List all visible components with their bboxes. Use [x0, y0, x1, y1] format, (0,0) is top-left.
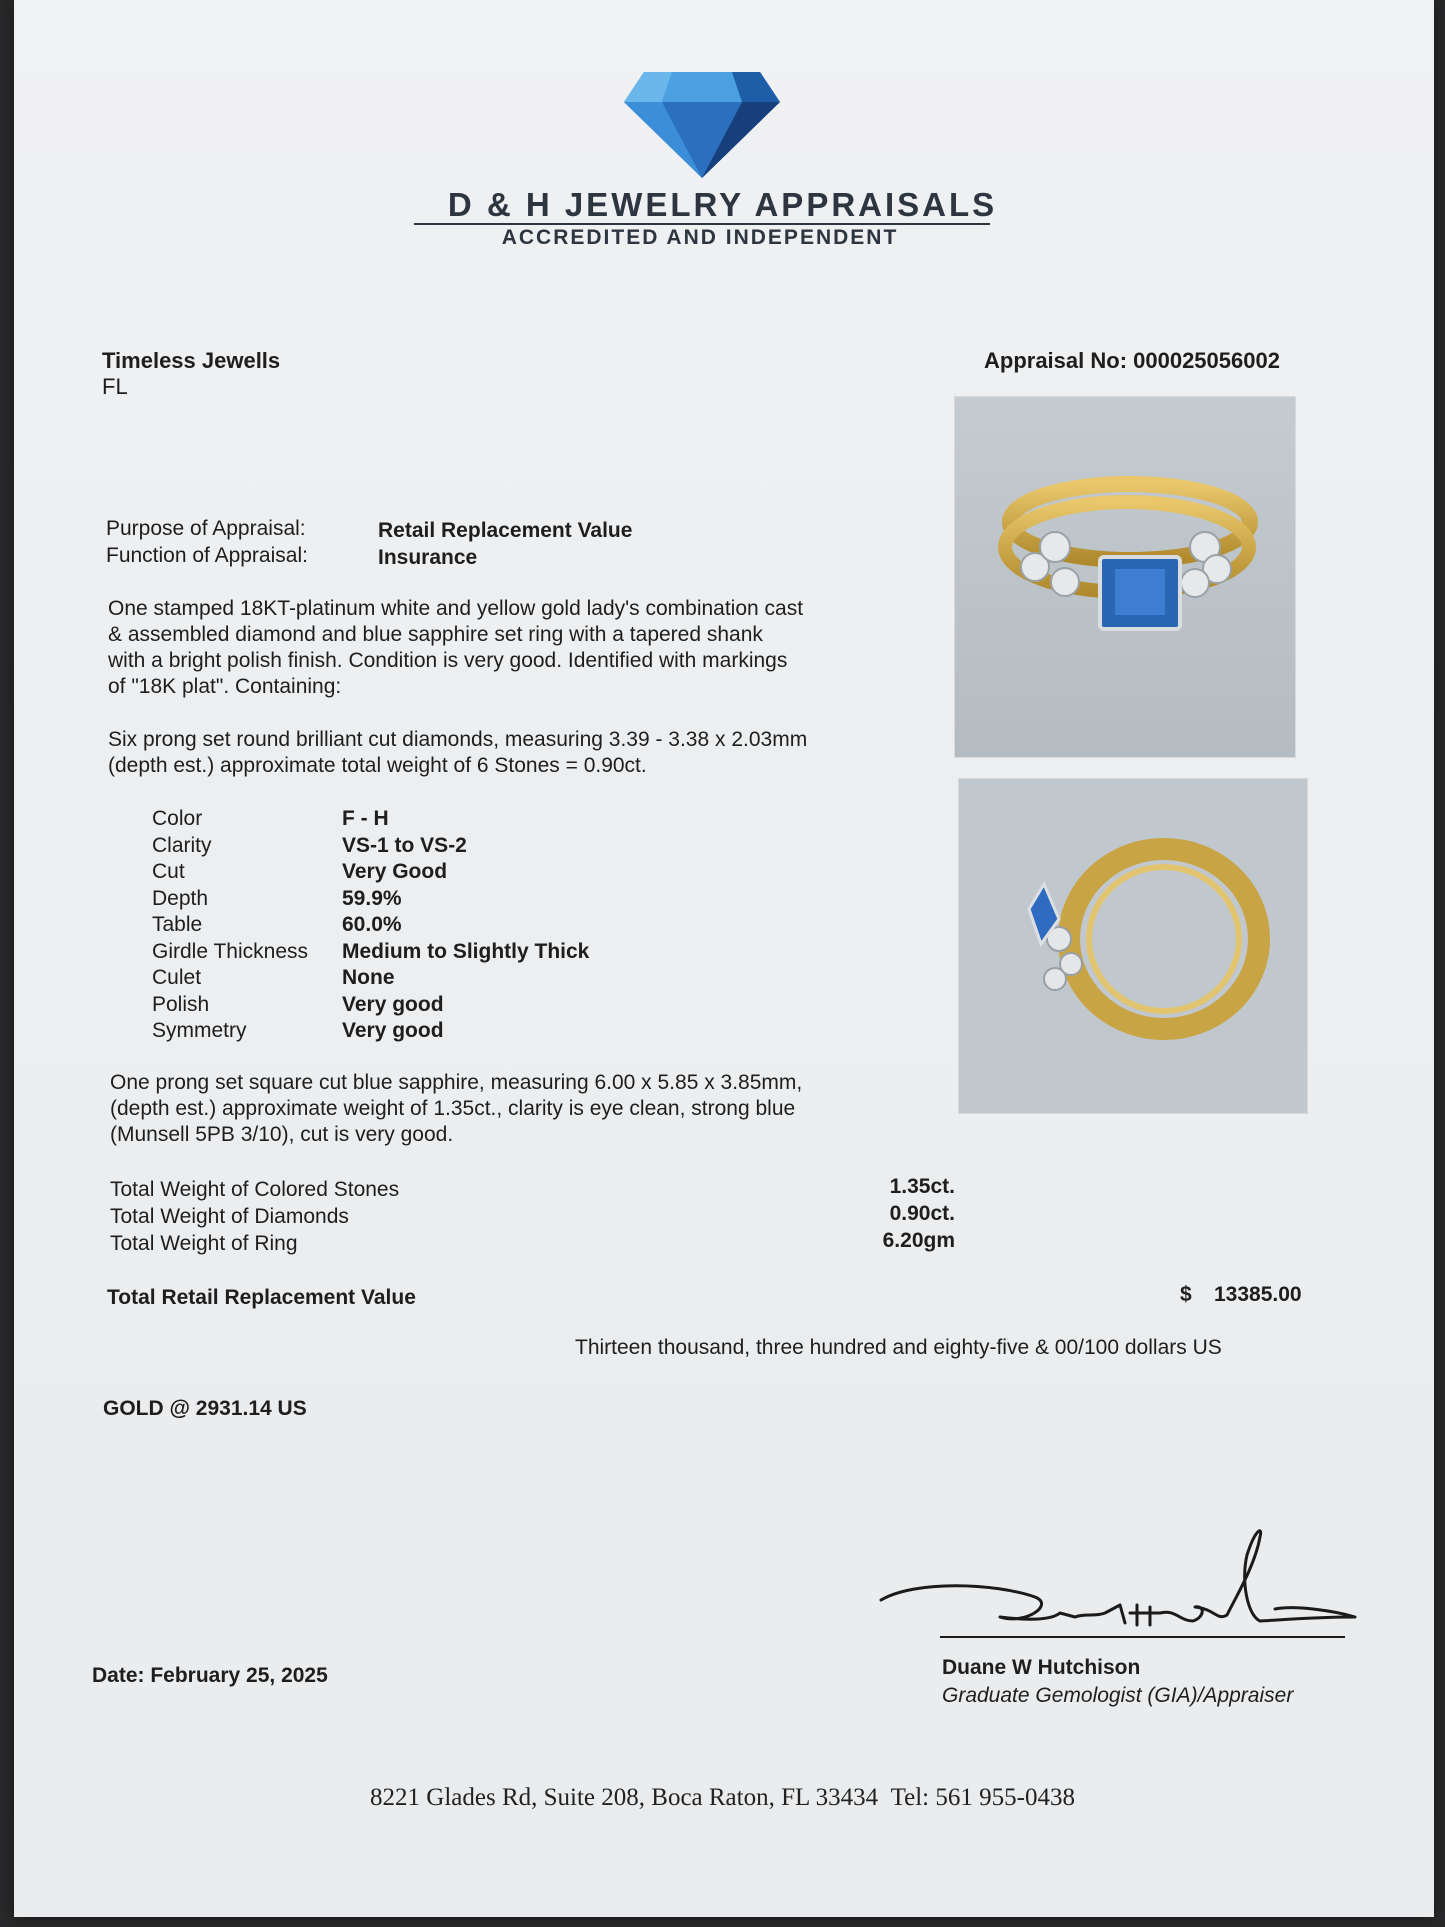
ring-photo-front: [954, 396, 1296, 758]
spec-label: Culet: [152, 966, 202, 989]
brand-divider: [414, 223, 990, 225]
total-value-label: Total Retail Replacement Value: [107, 1286, 416, 1309]
footer-address: 8221 Glades Rd, Suite 208, Boca Raton, FL 33434: [370, 1784, 879, 1811]
purpose-label: Purpose of Appraisal:: [106, 517, 306, 540]
purpose-value: Retail Replacement Value: [378, 519, 633, 542]
total-value: 1.35ct.: [889, 1175, 955, 1198]
spec-label: Polish: [152, 993, 210, 1016]
total-label: Total Weight of Ring: [110, 1232, 298, 1255]
appraiser-title: Graduate Gemologist (GIA)/Appraiser: [942, 1684, 1294, 1707]
appraiser-name: Duane W Hutchison: [942, 1656, 1141, 1679]
total-label: Total Weight of Diamonds: [110, 1205, 349, 1228]
spec-row: [152, 913, 402, 937]
total-value-amount: 13385.00: [1214, 1283, 1302, 1306]
currency-symbol: $: [1180, 1283, 1192, 1306]
signature-image: [875, 1525, 1360, 1645]
spec-value: 59.9%: [342, 887, 402, 910]
spec-row: [152, 993, 444, 1017]
spec-row: [152, 966, 395, 990]
spec-label: Color: [152, 807, 203, 830]
spec-value: Very good: [342, 993, 444, 1016]
diamonds-description-line: (depth est.) approximate total weight of 6 Stones = 0.90ct.: [108, 754, 647, 777]
spec-label: Table: [152, 913, 203, 936]
gold-price: GOLD @ 2931.14 US: [103, 1397, 307, 1420]
spec-value: None: [342, 966, 395, 989]
sapphire-description-line: One prong set square cut blue sapphire, measuring 6.00 x 5.85 x 3.85mm,: [110, 1071, 803, 1094]
spec-row: [152, 887, 402, 911]
client-state: FL: [102, 374, 128, 399]
spec-row: [152, 834, 467, 858]
total-value: 0.90ct.: [889, 1202, 955, 1225]
spec-row: [152, 860, 447, 884]
spec-label: Depth: [152, 887, 209, 910]
value-in-words: Thirteen thousand, three hundred and eighty-five & 00/100 dollars US: [575, 1336, 1222, 1359]
spec-value: Medium to Slightly Thick: [342, 940, 590, 963]
spec-value: Very good: [342, 1019, 444, 1042]
description-line: & assembled diamond and blue sapphire set ring with a tapered shank: [108, 623, 763, 646]
footer-phone: Tel: 561 955-0438: [890, 1784, 1075, 1811]
spec-label: Girdle Thickness: [152, 940, 309, 963]
spec-row: [152, 1019, 444, 1043]
total-value: 6.20gm: [882, 1229, 955, 1252]
spec-value: VS-1 to VS-2: [342, 834, 467, 857]
blue-diamond-icon: [622, 70, 782, 180]
total-label: Total Weight of Colored Stones: [110, 1178, 400, 1201]
spec-value: F - H: [342, 807, 389, 830]
sapphire-description-line: (Munsell 5PB 3/10), cut is very good.: [110, 1123, 454, 1146]
function-label: Function of Appraisal:: [106, 544, 308, 567]
company-name: D & H JEWELRY APPRAISALS: [447, 186, 998, 223]
appraisal-number: Appraisal No: 000025056002: [984, 348, 1280, 373]
sapphire-description-line: (depth est.) approximate weight of 1.35ct., clarity is eye clean, strong blue: [110, 1097, 796, 1120]
spec-label: Symmetry: [152, 1019, 247, 1042]
spec-row: [152, 940, 589, 964]
function-value: Insurance: [378, 546, 478, 569]
ring-photo-side: [958, 778, 1308, 1114]
spec-label: Clarity: [152, 834, 212, 857]
spec-value: Very Good: [342, 860, 448, 883]
appraisal-date: Date: February 25, 2025: [92, 1664, 328, 1687]
footer-address-line: [0, 1784, 1445, 1812]
description-line: with a bright polish finish. Condition is very good. Identified with markings: [108, 649, 788, 672]
description-line: One stamped 18KT-platinum white and yellow gold lady's combination cast: [108, 597, 804, 620]
diamonds-description-line: Six prong set round brilliant cut diamonds, measuring 3.39 - 3.38 x 2.03mm: [108, 728, 808, 751]
company-tagline: ACCREDITED AND INDEPENDENT: [501, 226, 899, 249]
client-name: Timeless Jewells: [102, 348, 281, 373]
spec-row: [152, 807, 389, 831]
description-line: of "18K plat". Containing:: [108, 675, 342, 698]
spec-value: 60.0%: [342, 913, 402, 936]
spec-label: Cut: [152, 860, 185, 883]
